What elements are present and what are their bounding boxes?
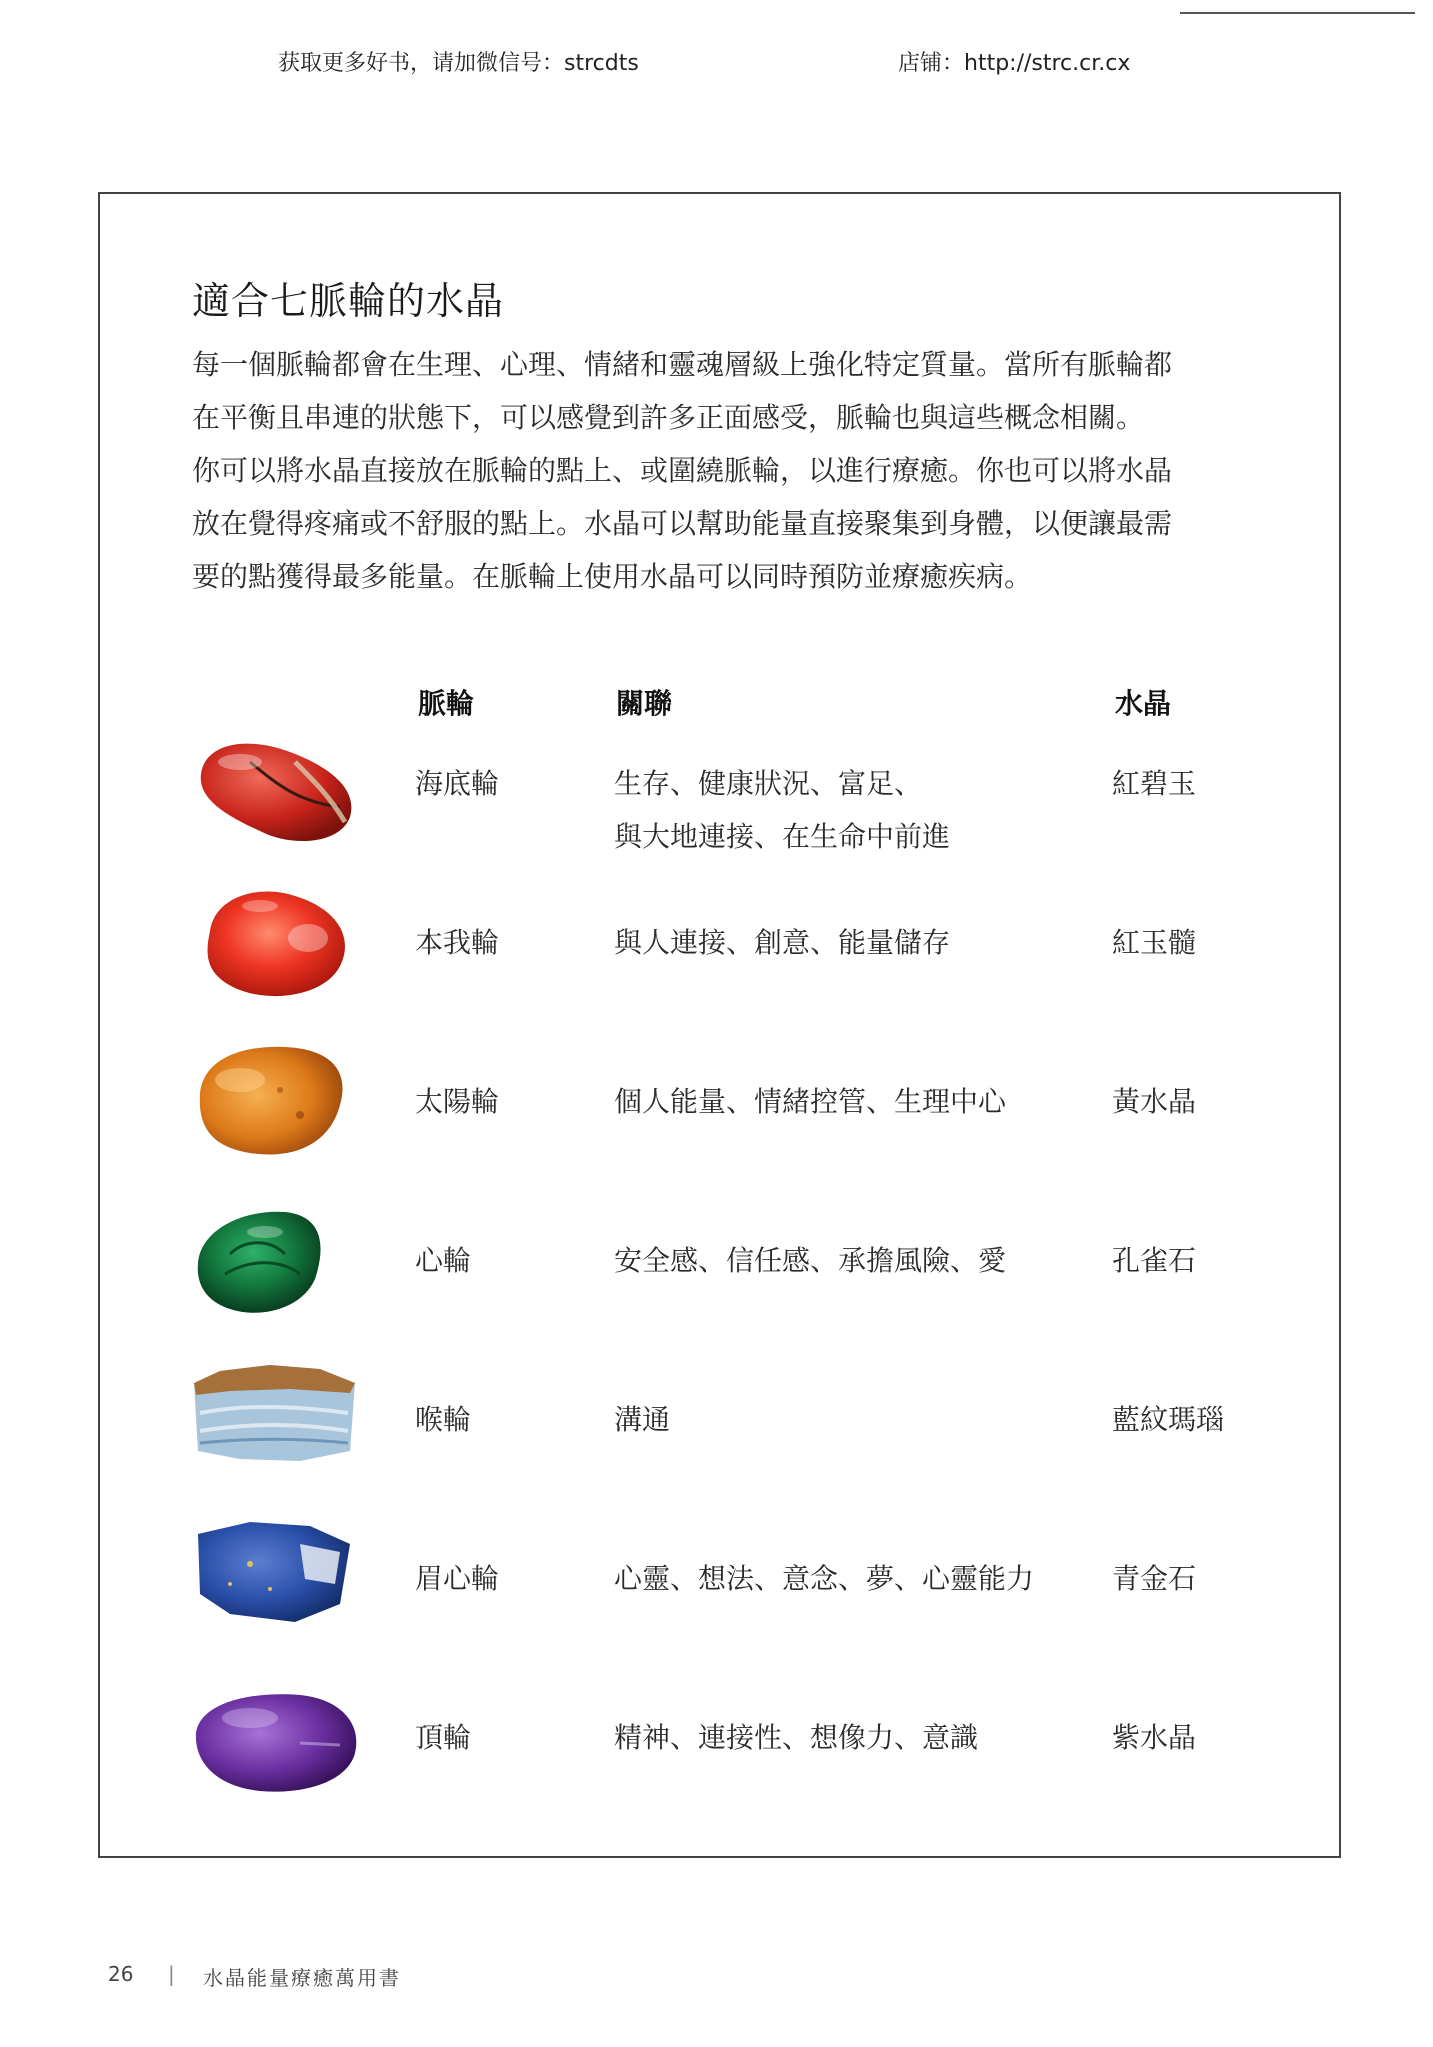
chakra-name: 喉輪 <box>415 1403 472 1436</box>
chakra-name: 太陽輪 <box>415 1085 500 1118</box>
crystal-name: 紅碧玉 <box>1112 767 1197 800</box>
intro-line: 每一個脈輪都會在生理、心理、情緒和靈魂層級上強化特定質量。當所有脈輪都 <box>192 348 1173 381</box>
malachite-stone-icon <box>190 1194 360 1324</box>
association-line: 與大地連接、在生命中前進 <box>614 820 951 853</box>
crystal-name: 孔雀石 <box>1112 1244 1197 1277</box>
footer-separator: | <box>168 1962 175 1986</box>
chakra-name: 本我輪 <box>415 926 500 959</box>
chakra-name: 頂輪 <box>415 1721 472 1754</box>
section-title: 適合七脈輪的水晶 <box>192 279 505 323</box>
table-row <box>0 1711 1433 1851</box>
crystal-name: 黃水晶 <box>1112 1085 1197 1118</box>
blue-lace-agate-stone-icon <box>190 1343 360 1473</box>
citrine-stone-icon <box>190 1035 360 1165</box>
association-text: 安全感、信任感、承擔風險、愛 <box>614 1244 1007 1277</box>
association-text: 與人連接、創意、能量儲存 <box>614 926 951 959</box>
chakra-name: 海底輪 <box>415 767 500 800</box>
book-title: 水晶能量療癒萬用書 <box>203 1966 401 1990</box>
column-header-crystal: 水晶 <box>1115 687 1172 720</box>
association-text: 溝通 <box>614 1403 671 1436</box>
association-text <box>614 757 950 863</box>
chakra-name: 心輪 <box>415 1244 472 1277</box>
intro-line: 要的點獲得最多能量。在脈輪上使用水晶可以同時預防並療癒疾病。 <box>192 560 1033 593</box>
crystal-name: 藍紋瑪瑙 <box>1112 1403 1225 1436</box>
column-header-chakra: 脈輪 <box>418 687 475 720</box>
column-header-association: 關聯 <box>616 687 673 720</box>
table-row <box>0 1552 1433 1692</box>
association-text: 心靈、想法、意念、夢、心靈能力 <box>614 1562 1035 1595</box>
carnelian-stone-icon <box>190 876 360 1006</box>
chakra-name: 眉心輪 <box>415 1562 500 1595</box>
watermark-shop-url: 店铺：http://strc.cr.cx <box>898 51 1131 76</box>
intro-line: 在平衡且串連的狀態下，可以感覺到許多正面感受，脈輪也與這些概念相關。 <box>192 401 1145 434</box>
header-rule <box>1180 12 1415 14</box>
crystal-name: 紫水晶 <box>1112 1721 1197 1754</box>
page-number: 26 <box>108 1962 134 1986</box>
amethyst-stone-icon <box>190 1673 360 1803</box>
association-line: 生存、健康狀況、富足、 <box>614 767 923 800</box>
crystal-name: 紅玉髓 <box>1112 926 1197 959</box>
association-text: 個人能量、情緒控管、生理中心 <box>614 1085 1007 1118</box>
red-jasper-stone-icon <box>190 727 360 857</box>
lapis-lazuli-stone-icon <box>190 1504 360 1634</box>
intro-paragraph <box>192 338 1272 603</box>
association-text: 精神、連接性、想像力、意識 <box>614 1721 979 1754</box>
intro-line: 放在覺得疼痛或不舒服的點上。水晶可以幫助能量直接聚集到身體，以便讓最需 <box>192 507 1173 540</box>
crystal-name: 青金石 <box>1112 1562 1197 1595</box>
intro-line: 你可以將水晶直接放在脈輪的點上、或圍繞脈輪，以進行療癒。你也可以將水晶 <box>192 454 1173 487</box>
watermark-wechat: 获取更多好书，请加微信号：strcdts <box>278 51 639 76</box>
